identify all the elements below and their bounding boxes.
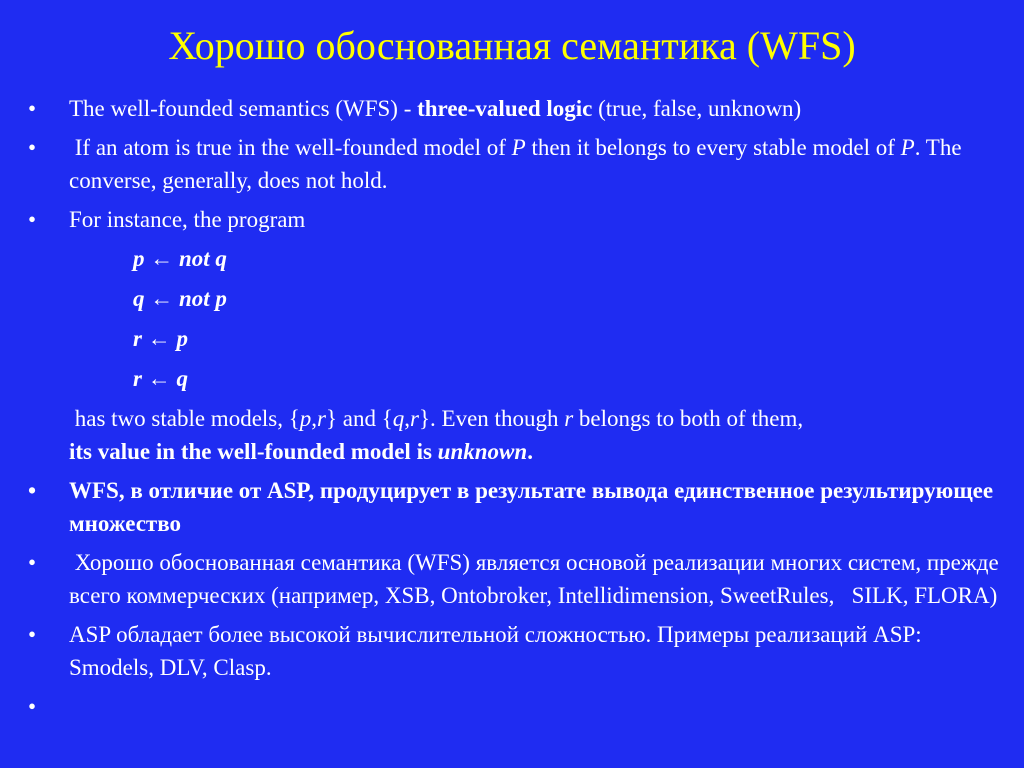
bullet-dot: •: [28, 622, 37, 647]
left-arrow-icon: ←: [150, 246, 174, 271]
rule-rhs: p: [176, 326, 188, 351]
bullet-item-wfs-systems: [0, 546, 1024, 612]
text-segment: The well-founded semantics (WFS) -: [69, 96, 418, 121]
bullet-dot: •: [28, 550, 37, 575]
unknown-term: unknown: [437, 439, 528, 464]
bullet-dot: •: [28, 478, 37, 503]
text-segment: }. Even though: [419, 406, 565, 431]
left-arrow-icon: ←: [150, 286, 174, 311]
slide-title: Хорошо обоснованная семантика (WFS): [168, 23, 856, 68]
rule-rhs: q: [176, 366, 188, 391]
text-segment: .: [527, 439, 533, 464]
rule-lhs: p: [133, 246, 145, 271]
bold-term: three-valued logic: [417, 96, 593, 121]
bullet-dot: •: [28, 135, 37, 160]
left-arrow-icon: ←: [147, 366, 171, 391]
text-segment: has two stable models, {: [69, 406, 300, 431]
bullet-dot: •: [28, 96, 37, 121]
bullet-dot: •: [28, 207, 37, 232]
rule-rhs: not q: [179, 246, 227, 271]
italic-var: r: [317, 406, 326, 431]
bullet-dot: •: [28, 694, 37, 719]
bullet-item-for-instance: [0, 203, 1024, 236]
rule-rhs: not p: [179, 286, 227, 311]
bullet-item-asp-complexity: [0, 618, 1024, 684]
italic-var: r: [564, 406, 574, 431]
text-segment: For instance, the program: [69, 207, 306, 232]
text-segment: (true, false, unknown): [592, 96, 802, 121]
text-segment: belongs to both of them,: [573, 406, 804, 431]
text-segment: . The converse, generally, does not hold.: [69, 135, 962, 193]
slide-body: [0, 92, 1024, 719]
text-segment: } and {: [326, 406, 393, 431]
stable-models-paragraph: [0, 402, 1024, 468]
text-segment: ,: [404, 406, 411, 431]
rule-lhs: r: [133, 366, 142, 391]
rule-lhs: q: [133, 286, 145, 311]
text-segment: WFS, в отличие от ASP, продуцирует в результате вывода единственное результирующее множество: [69, 478, 994, 536]
text-segment: ASP обладает более высокой вычислительной сложностью. Примеры реализаций ASP: Smodels, DLV, Clasp.: [69, 622, 922, 680]
program-rule: [0, 282, 1024, 315]
left-arrow-icon: ←: [147, 326, 171, 351]
italic-var: P: [511, 135, 526, 160]
rule-lhs: r: [133, 326, 142, 351]
program-rule: [0, 362, 1024, 395]
italic-var: P: [900, 135, 915, 160]
bold-statement: its value in the well-founded model is: [69, 439, 438, 464]
text-segment: ,: [311, 406, 318, 431]
text-segment: then it belongs to every stable model of: [525, 135, 901, 160]
program-rule: [0, 322, 1024, 355]
bullet-item-wfs-definition: [0, 92, 1024, 125]
program-rule: [0, 242, 1024, 275]
bullet-item-wfs-vs-asp: [0, 474, 1024, 540]
text-segment: Хорошо обоснованная семантика (WFS) является основой реализации многих систем, прежде всего коммерческих (например, XSB, Ontobroker, Intellidimension, SweetRules, SILK, FLORA): [69, 550, 1005, 608]
italic-var: p: [299, 406, 312, 431]
italic-var: q: [392, 406, 405, 431]
text-segment: If an atom is true in the well-founded model of: [69, 135, 512, 160]
italic-var: r: [410, 406, 419, 431]
bullet-item-atom-true: [0, 131, 1024, 197]
